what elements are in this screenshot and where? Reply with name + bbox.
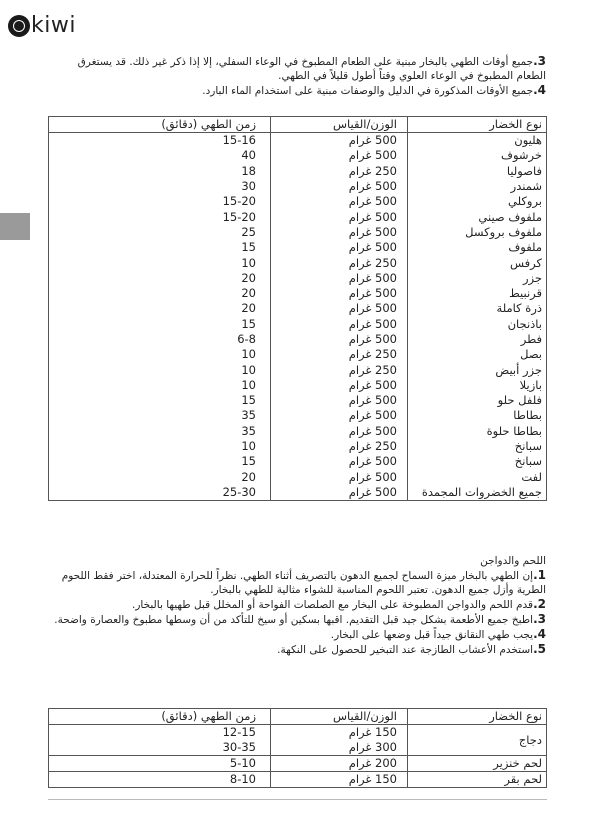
cell-type: جزر [408, 271, 547, 286]
table-row [49, 240, 547, 255]
cell-type: بروكلي [408, 194, 547, 209]
cell-time: 6-8 [49, 332, 271, 347]
cell-time: 25-30 [49, 485, 271, 501]
cell-weight: 250 غرام [271, 164, 408, 179]
cell-type: دجاج [408, 725, 547, 756]
meat-note-1: 1.إن الطهي بالبخار ميزة السماح لجميع الدهون بالتصريف أثناء الطهي. نظراً للحرارة المعتدلة، اختر فقط اللحوم الطرية وأزل جميع الدهون. تعتبر اللحوم المناسبة للشواء مثالية للطهي بالبخار. [61, 568, 546, 596]
cell-type: خرشوف [408, 148, 547, 163]
table-row [49, 332, 547, 347]
table-row [49, 225, 547, 240]
cell-time: 20 [49, 301, 271, 316]
cell-type: باذنجان [408, 317, 547, 332]
table-row [49, 454, 547, 469]
cell-weight: 500 غرام [271, 317, 408, 332]
cell-time: 30 [49, 179, 271, 194]
col-time-header: زمن الطهي (دقائق) [49, 117, 271, 133]
cell-weight: 500 غرام [271, 485, 408, 501]
table-row [49, 470, 547, 485]
table-row [49, 393, 547, 408]
table-row [49, 485, 547, 501]
table-row [49, 301, 547, 316]
cell-weight: 500 غرام [271, 225, 408, 240]
cell-type: فاصوليا [408, 164, 547, 179]
table-row [49, 164, 547, 179]
cell-type: لحم خنزير [408, 756, 547, 772]
cell-time: 15 [49, 393, 271, 408]
cell-type: هليون [408, 133, 547, 149]
cell-time: 20 [49, 470, 271, 485]
cell-type: كرفس [408, 255, 547, 270]
cell-type: بازيلا [408, 378, 547, 393]
table-row [49, 317, 547, 332]
meat-note-2: 2.قدم اللحم والدواجن المطبوخة على البخار مع الصلصات الفواحة أو المخلل قبل طهيها بالبخار. [132, 597, 546, 611]
notes-top [46, 54, 546, 98]
table-row [49, 725, 547, 756]
cell-type: ملفوف [408, 240, 547, 255]
cell-time: 25 [49, 225, 271, 240]
meat-note-4: 4.يجب طهي النقانق جيداً قبل وضعها على البخار. [330, 627, 546, 641]
cell-time: 20 [49, 271, 271, 286]
cell-weight: 500 غرام [271, 194, 408, 209]
kiwi-logo [8, 14, 76, 38]
cell-type: بطاطا [408, 408, 547, 423]
cell-time: 35 [49, 408, 271, 423]
cell-time: 10 [49, 347, 271, 362]
cell-time: 15-16 [49, 133, 271, 149]
cell-weight: 500 غرام [271, 179, 408, 194]
cell-weight: 500 غرام [271, 209, 408, 224]
cell-weight: 500 غرام [271, 332, 408, 347]
section-tab-marker [0, 213, 30, 240]
cell-weight: 500 غرام [271, 408, 408, 423]
meat-note-5: 5.استخدم الأعشاب الطازجة عند التبخير للحصول على النكهة. [277, 642, 546, 656]
cell-weight: 500 غرام [271, 454, 408, 469]
cell-time: 15-20 [49, 194, 271, 209]
cell-time: 8-10 [49, 772, 271, 788]
cell-time: 10 [49, 439, 271, 454]
cell-weight: 250 غرام [271, 255, 408, 270]
cell-weight: 500 غرام [271, 148, 408, 163]
vegetables-table [48, 116, 547, 501]
table-row [49, 347, 547, 362]
cell-weight: 200 غرام [271, 756, 408, 772]
cell-type: شمندر [408, 179, 547, 194]
cell-type: جميع الخضروات المجمدة [408, 485, 547, 501]
meat-table [48, 708, 547, 788]
cell-weight: 500 غرام [271, 271, 408, 286]
table-row [49, 194, 547, 209]
table-row [49, 756, 547, 772]
table-row [49, 148, 547, 163]
cell-time: 10 [49, 255, 271, 270]
col-type-header: نوع الخضار [408, 709, 547, 725]
cell-time: 15-20 [49, 209, 271, 224]
cell-time: 5-10 [49, 756, 271, 772]
cell-weight: 500 غرام [271, 470, 408, 485]
footer-divider [48, 799, 547, 800]
cell-weight: 500 غرام [271, 393, 408, 408]
cell-time: 20 [49, 286, 271, 301]
cell-weight: 150 غرام [271, 772, 408, 788]
logo-mark [8, 15, 30, 37]
cell-type: سبانخ [408, 454, 547, 469]
cell-time: 15 [49, 454, 271, 469]
cell-weight: 500 غرام [271, 424, 408, 439]
cell-time: 15 [49, 317, 271, 332]
table-header-row [49, 709, 547, 725]
cell-type: فطر [408, 332, 547, 347]
meat-notes [46, 568, 546, 657]
table-row [49, 271, 547, 286]
table-row [49, 378, 547, 393]
cell-weight: 500 غرام [271, 378, 408, 393]
cell-type: ذرة كاملة [408, 301, 547, 316]
cell-type: سبانخ [408, 439, 547, 454]
table-row [49, 424, 547, 439]
table-row [49, 209, 547, 224]
cell-time: 15 [49, 240, 271, 255]
cell-time: 35 [49, 424, 271, 439]
cell-time: 10 [49, 362, 271, 377]
cell-type: لفت [408, 470, 547, 485]
cell-type: جزر أبيض [408, 362, 547, 377]
table-row [49, 286, 547, 301]
col-type-header: نوع الخضار [408, 117, 547, 133]
cell-weight: 250 غرام [271, 347, 408, 362]
table-row [49, 255, 547, 270]
logo-text: kiwi [31, 13, 76, 38]
cell-weight: 250 غرام [271, 439, 408, 454]
table-row [49, 133, 547, 149]
cell-type: لحم بقر [408, 772, 547, 788]
col-time-header: زمن الطهي (دقائق) [49, 709, 271, 725]
col-weight-header: الوزن/القياس [271, 117, 408, 133]
cell-type: فلفل حلو [408, 393, 547, 408]
table-row [49, 362, 547, 377]
cell-type: بطاطا حلوة [408, 424, 547, 439]
meat-note-3: 3.اطبخ جميع الأطعمة بشكل جيد قبل التقديم. اقبها بسكين أو سيخ للتأكد من أن وسطها مطبوخ والعصارة واضحة. [54, 612, 546, 626]
table-row [49, 179, 547, 194]
meat-section-title: اللحم والدواجن [480, 555, 546, 567]
col-weight-header: الوزن/القياس [271, 709, 408, 725]
cell-time: 18 [49, 164, 271, 179]
cell-time: 40 [49, 148, 271, 163]
cell-weight: 500 غرام [271, 301, 408, 316]
cell-weight: 150 غرام 300 غرام [271, 725, 408, 756]
table-row [49, 772, 547, 788]
cell-weight: 250 غرام [271, 362, 408, 377]
cell-weight: 500 غرام [271, 240, 408, 255]
cell-time: 10 [49, 378, 271, 393]
cell-weight: 500 غرام [271, 133, 408, 149]
table-row [49, 439, 547, 454]
cell-weight: 500 غرام [271, 286, 408, 301]
cell-type: ملفوف صيني [408, 209, 547, 224]
table-row [49, 408, 547, 423]
note-4: 4.جميع الأوقات المذكورة في الدليل والوصفات مبنية على استخدام الماء البارد. [202, 83, 546, 97]
cell-time: 12-15 30-35 [49, 725, 271, 756]
note-3: 3.جميع أوقات الطهي بالبخار مبنية على الطعام المطبوخ في الوعاء السفلي، إلا إذا ذكر غير ذلك. قد يستغرق الطعام المطبوخ في الوعاء العلوي وقتاً أطول قليلاً في الطهي. [77, 54, 546, 82]
cell-type: ملفوف بروكسل [408, 225, 547, 240]
cell-type: بصل [408, 347, 547, 362]
cell-type: قرنبيط [408, 286, 547, 301]
table-header-row [49, 117, 547, 133]
